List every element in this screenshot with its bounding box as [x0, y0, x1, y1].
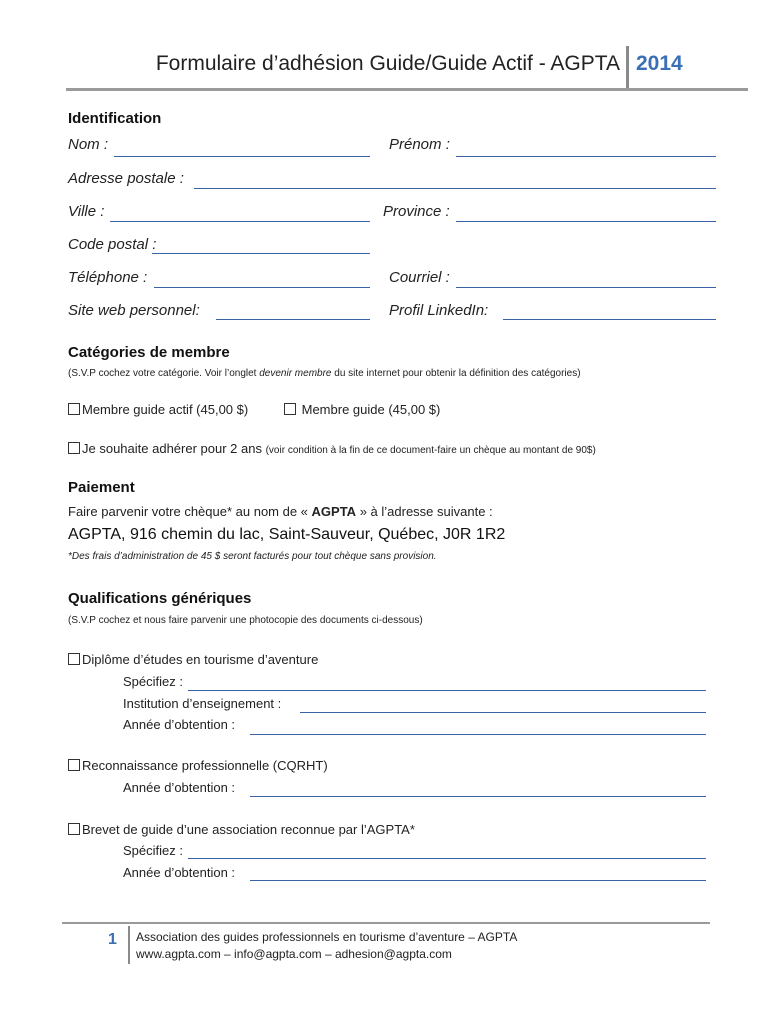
- footer-divider: [128, 926, 130, 964]
- telephone-field[interactable]: [154, 287, 370, 288]
- nom-label: Nom :: [68, 136, 109, 153]
- institution-field[interactable]: [300, 712, 706, 713]
- prenom-label: Prénom :: [389, 136, 450, 153]
- ville-field[interactable]: [110, 221, 370, 222]
- diplome-specifiez-label: Spécifiez :: [123, 674, 183, 689]
- brevet-specifiez-field[interactable]: [188, 858, 706, 859]
- footer-text: [136, 929, 517, 963]
- ville-label: Ville :: [68, 203, 105, 220]
- deux-ans-checkbox[interactable]: [68, 442, 80, 454]
- institution-label: Institution d’enseignement :: [123, 696, 282, 711]
- diplome-checkbox[interactable]: [68, 653, 80, 665]
- paiement-heading: Paiement: [68, 479, 135, 496]
- reconnaissance-annee-label: Année d’obtention :: [123, 780, 236, 795]
- nom-field[interactable]: [114, 156, 370, 157]
- diplome-annee-field[interactable]: [250, 734, 706, 735]
- province-label: Province :: [383, 203, 450, 220]
- prenom-field[interactable]: [456, 156, 716, 157]
- linkedin-field[interactable]: [503, 319, 716, 320]
- categories-heading: Catégories de membre: [68, 344, 230, 361]
- telephone-label: Téléphone :: [68, 269, 148, 286]
- membre-guide-checkbox[interactable]: [284, 403, 296, 415]
- categories-note: (S.V.P cochez votre catégorie. Voir l’onglet devenir membre du site internet pour obtenir la définition des catégories): [68, 368, 581, 379]
- brevet-annee-field[interactable]: [250, 880, 706, 881]
- diplome-option[interactable]: Diplôme d’études en tourisme d’aventure: [68, 652, 318, 667]
- courriel-label: Courriel :: [389, 269, 450, 286]
- footer-association: Association des guides professionnels en tourisme d’aventure – AGPTA: [136, 930, 518, 944]
- diplome-specifiez-field[interactable]: [188, 690, 706, 691]
- brevet-checkbox[interactable]: [68, 823, 80, 835]
- header-rule: [66, 88, 748, 91]
- code-postal-label: Code postal :: [68, 236, 157, 253]
- membre-guide-option[interactable]: Membre guide (45,00 $): [284, 402, 440, 417]
- paiement-address: AGPTA, 916 chemin du lac, Saint-Sauveur, Québec, J0R 1R2: [68, 526, 506, 543]
- diplome-annee-label: Année d’obtention :: [123, 717, 236, 732]
- brevet-option[interactable]: Brevet de guide d’une association reconnue par l’AGPTA*: [68, 822, 415, 837]
- page-number: 1: [108, 931, 117, 948]
- adresse-field[interactable]: [194, 188, 716, 189]
- province-field[interactable]: [456, 221, 716, 222]
- brevet-specifiez-label: Spécifiez :: [123, 843, 183, 858]
- deux-ans-option[interactable]: Je souhaite adhérer pour 2 ans (voir condition à la fin de ce document-faire un chèque au montant de 90$): [68, 441, 596, 456]
- paiement-note: *Des frais d’administration de 45 $ seront facturés pour tout chèque sans provision.: [68, 551, 437, 562]
- linkedin-label: Profil LinkedIn:: [389, 302, 489, 319]
- qualifications-note: (S.V.P cochez et nous faire parvenir une photocopie des documents ci-dessous): [68, 615, 423, 626]
- membre-actif-option[interactable]: Membre guide actif (45,00 $): [68, 402, 248, 417]
- site-web-label: Site web personnel:: [68, 302, 200, 319]
- document-title: Formulaire d’adhésion Guide/Guide Actif - AGPTA: [155, 52, 620, 75]
- brevet-annee-label: Année d’obtention :: [123, 865, 236, 880]
- paiement-instruction: Faire parvenir votre chèque* au nom de « AGPTA » à l’adresse suivante :: [68, 504, 493, 519]
- reconnaissance-option[interactable]: Reconnaissance professionnelle (CQRHT): [68, 758, 328, 773]
- footer-contacts: www.agpta.com – info@agpta.com – adhesion@agpta.com: [136, 947, 452, 961]
- reconnaissance-annee-field[interactable]: [250, 796, 706, 797]
- courriel-field[interactable]: [456, 287, 716, 288]
- adresse-label: Adresse postale :: [68, 170, 184, 187]
- footer-rule: [62, 922, 710, 924]
- site-web-field[interactable]: [216, 319, 370, 320]
- membre-actif-checkbox[interactable]: [68, 403, 80, 415]
- identification-heading: Identification: [68, 110, 162, 127]
- qualifications-heading: Qualifications génériques: [68, 590, 252, 607]
- header-divider: [626, 46, 629, 90]
- reconnaissance-checkbox[interactable]: [68, 759, 80, 771]
- document-year: 2014: [636, 52, 683, 75]
- code-postal-field[interactable]: [152, 253, 370, 254]
